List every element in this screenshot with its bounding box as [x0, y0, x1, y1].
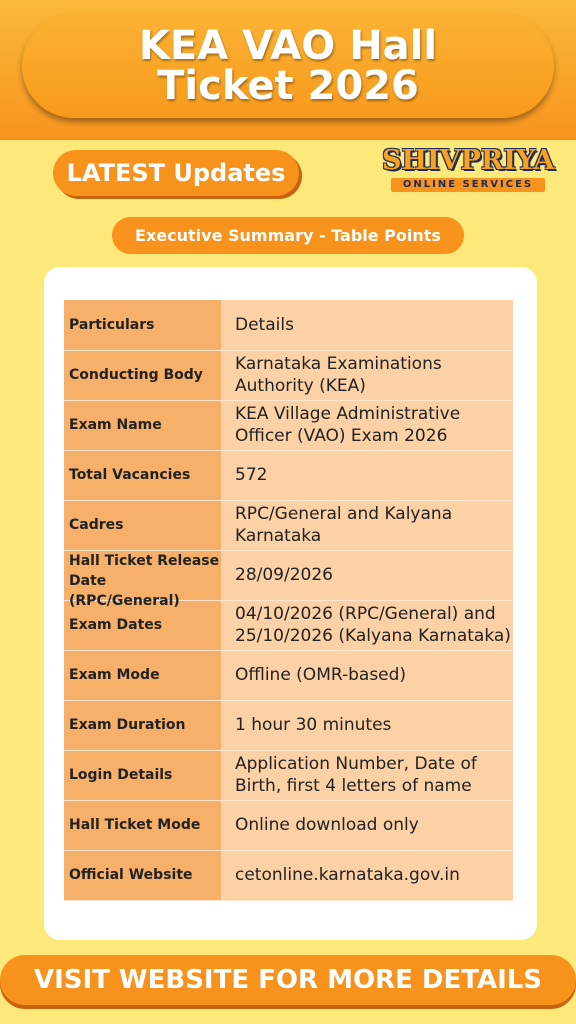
logo-tagline: ONLINE SERVICES	[391, 178, 545, 192]
row-value: Details	[221, 300, 513, 350]
row-value: Online download only	[221, 800, 513, 850]
table-row	[64, 300, 513, 350]
row-key: Login Details	[64, 750, 221, 800]
row-key: Hall Ticket Mode	[64, 800, 221, 850]
row-value: RPC/General and Kalyana Karnataka	[221, 500, 513, 550]
table-row	[64, 850, 513, 900]
row-value: 28/09/2026	[221, 550, 513, 600]
table-row	[64, 650, 513, 700]
row-value: cetonline.karnataka.gov.in	[221, 850, 513, 900]
table-row	[64, 800, 513, 850]
logo-name: SHIVPRIYA	[382, 145, 555, 176]
row-value: KEA Village Administrative Officer (VAO) Exam 2026	[221, 400, 513, 450]
table-row	[64, 700, 513, 750]
row-value: Karnataka Examinations Authority (KEA)	[221, 350, 513, 400]
section-heading-badge: Executive Summary - Table Points	[112, 217, 464, 254]
row-key: Conducting Body	[64, 350, 221, 400]
row-key: Hall Ticket Release Date (RPC/General)	[64, 550, 221, 600]
row-key: Official Website	[64, 850, 221, 900]
row-key: Exam Duration	[64, 700, 221, 750]
table-row	[64, 550, 513, 600]
row-value: Application Number, Date of Birth, first 4 letters of name	[221, 750, 513, 800]
title-banner	[22, 14, 554, 118]
table-row	[64, 500, 513, 550]
row-value: 04/10/2026 (RPC/General) and 25/10/2026 (Kalyana Karnataka)	[221, 600, 513, 650]
row-key: Exam Mode	[64, 650, 221, 700]
table-row	[64, 350, 513, 400]
row-key: Exam Dates	[64, 600, 221, 650]
row-key: Cadres	[64, 500, 221, 550]
shivpriya-logo	[382, 146, 554, 198]
page-title: KEA VAO Hall Ticket 2026	[138, 23, 438, 109]
row-value: 572	[221, 450, 513, 500]
table-row	[64, 750, 513, 800]
table-row	[64, 400, 513, 450]
table-row	[64, 450, 513, 500]
row-key: Total Vacancies	[64, 450, 221, 500]
latest-updates-badge: LATEST Updates	[53, 150, 299, 196]
row-key: Particulars	[64, 300, 221, 350]
row-value: 1 hour 30 minutes	[221, 700, 513, 750]
visit-website-button[interactable]: VISIT WEBSITE FOR MORE DETAILS	[0, 955, 576, 1005]
row-value: Offline (OMR-based)	[221, 650, 513, 700]
executive-summary-table	[64, 300, 513, 901]
row-key: Exam Name	[64, 400, 221, 450]
